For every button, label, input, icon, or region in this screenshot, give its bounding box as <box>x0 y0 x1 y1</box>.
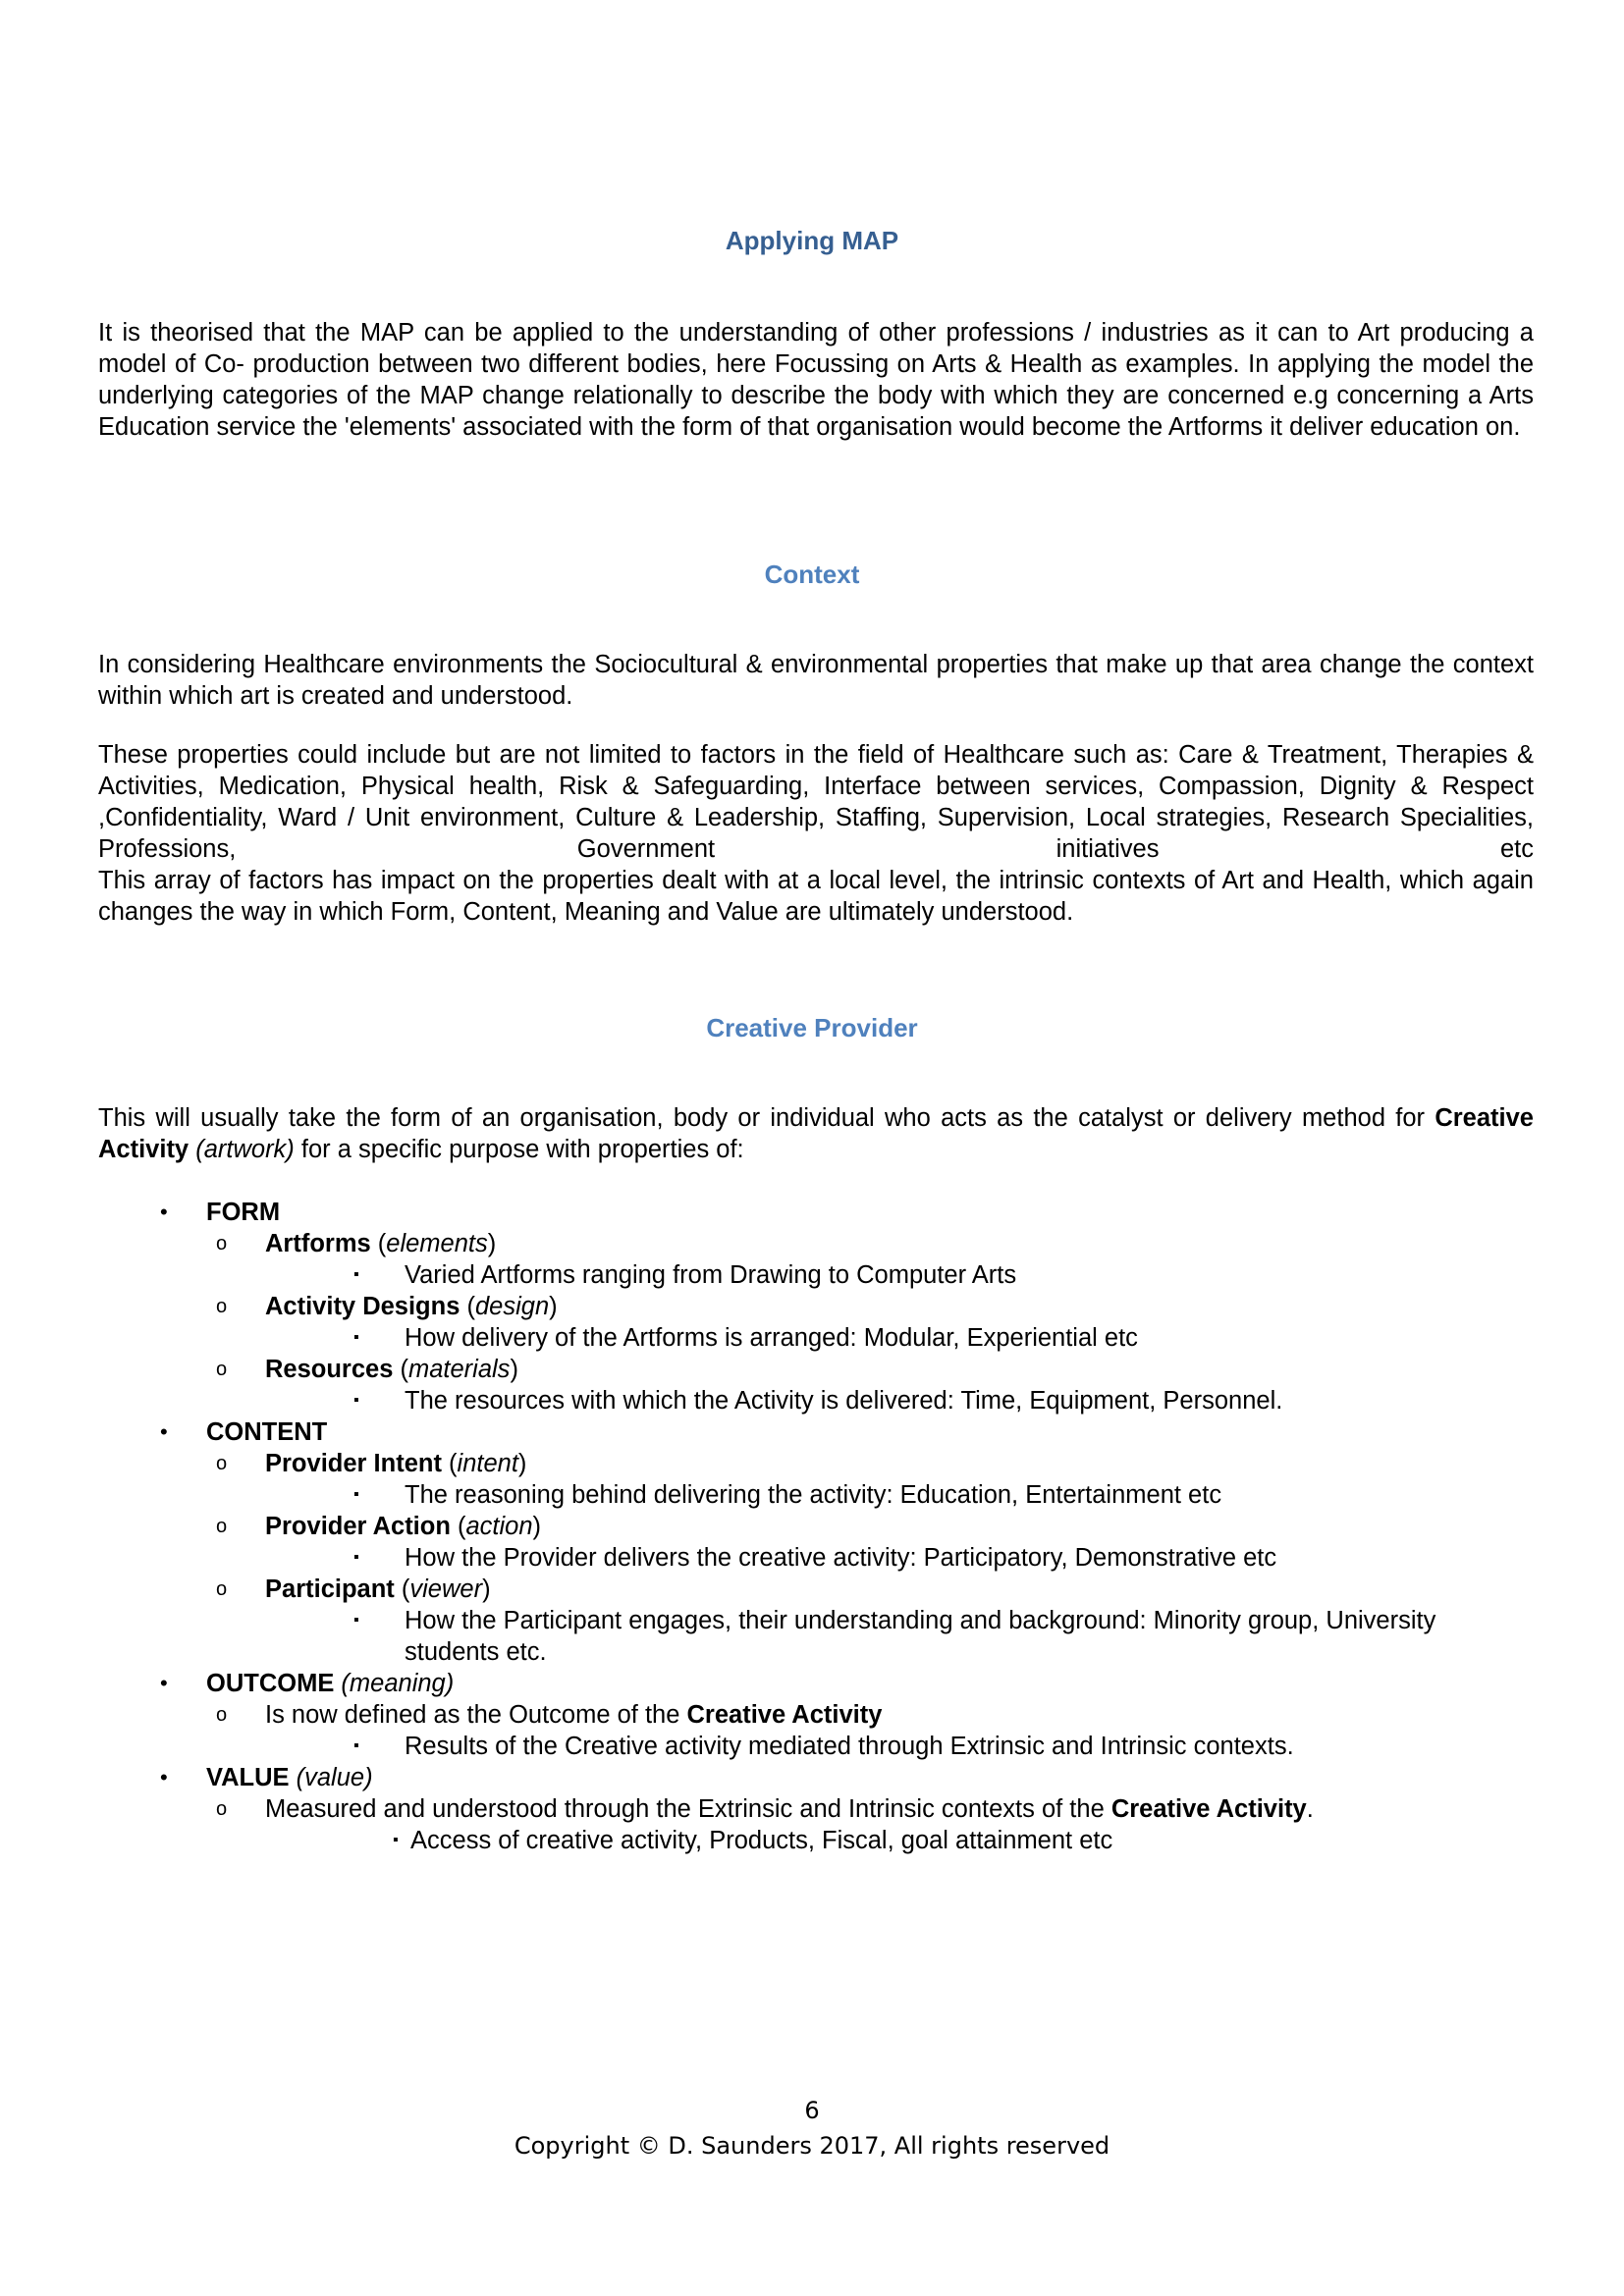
item-term: viewer <box>409 1575 483 1603</box>
list-item-provider-action-detail <box>98 1542 1534 1574</box>
item-label: Activity Designs <box>265 1293 460 1320</box>
paragraph-text: In considering Healthcare environments the Sociocultural & environmental properties that make up that area change the context within which art is created and understood. <box>98 651 1534 710</box>
item-bold: Creative Activity <box>686 1701 883 1729</box>
bullet-square-icon: ▪ <box>353 1486 359 1503</box>
bullet-disc-icon: • <box>160 1765 168 1789</box>
bullet-square-icon: ▪ <box>353 1392 359 1409</box>
bullet-disc-icon: • <box>160 1200 168 1224</box>
list-item-outcome-definition <box>98 1699 1534 1731</box>
applying-map-paragraph <box>98 317 1534 443</box>
bullet-square-icon: ▪ <box>393 1832 399 1848</box>
bullet-disc-icon: • <box>160 1419 168 1444</box>
item-detail: Varied Artforms ranging from Drawing to Computer Arts <box>405 1261 1017 1289</box>
bullet-circle-icon: o <box>216 1578 228 1600</box>
item-label: Participant <box>265 1575 395 1603</box>
heading-applying-map: Applying MAP <box>725 226 899 255</box>
list-item-resources: o Resources (materials) <box>216 1356 518 1383</box>
item-term: intent <box>457 1450 518 1477</box>
item-detail: Access of creative activity, Products, Fiscal, goal attainment etc <box>410 1827 1113 1854</box>
item-detail: How the Provider delivers the creative activity: Participatory, Demonstrative etc <box>405 1544 1277 1572</box>
list-item-artforms-detail <box>98 1259 1534 1291</box>
list-item-resources-detail <box>98 1385 1534 1416</box>
list-item-value-detail <box>98 1825 1534 1856</box>
list-item-activity-designs-detail <box>98 1322 1534 1354</box>
intro-bold: Creative Activity <box>98 1104 1534 1163</box>
bullet-square-icon: ▪ <box>353 1266 359 1283</box>
intro-tail: for a specific purpose with properties of: <box>300 1136 744 1163</box>
item-detail: How the Participant engages, their understanding and background: Minority group, University students etc. <box>405 1607 1436 1666</box>
item-label: Provider Intent <box>265 1450 442 1477</box>
item-term: (value) <box>296 1764 373 1791</box>
paragraph-text <box>98 1102 1534 1165</box>
list-item-form <box>98 1197 1534 1228</box>
bullet-circle-icon: o <box>216 1233 228 1255</box>
bullet-circle-icon: o <box>216 1359 228 1380</box>
intro-text: This will usually take the form of an organisation, body or individual who acts as the catalyst or delivery method for <box>98 1104 1426 1132</box>
item-label: FORM <box>206 1199 281 1226</box>
item-detail: The resources with which the Activity is delivered: Time, Equipment, Personnel. <box>405 1387 1283 1415</box>
copyright-notice: Copyright © D. Saunders 2017, All rights reserved <box>514 2132 1110 2160</box>
paragraph-text: This array of factors has impact on the properties dealt with at a local level, the intrinsic contexts of Art and Health, which again changes the way in which Form, Content, Meaning and Value are ultimately understood. <box>98 867 1534 926</box>
bullet-circle-icon: o <box>216 1296 228 1317</box>
bullet-square-icon: ▪ <box>353 1549 359 1566</box>
list-item-value-definition <box>98 1793 1534 1825</box>
list-item-activity-designs: o Activity Designs (design) <box>216 1293 558 1320</box>
bullet-circle-icon: o <box>216 1453 228 1474</box>
list-item-value <box>98 1762 1534 1793</box>
list-item-provider-intent: o Provider Intent (intent) <box>216 1450 527 1477</box>
context-paragraph-1 <box>98 649 1534 712</box>
properties-list <box>98 1197 1534 1856</box>
bullet-square-icon: ▪ <box>353 1612 359 1629</box>
item-end: . <box>1306 1795 1314 1823</box>
intro-italic: (artwork) <box>195 1136 295 1163</box>
item-text: Measured and understood through the Extrinsic and Intrinsic contexts of the <box>265 1795 1105 1823</box>
page-number: 6 <box>804 2097 820 2124</box>
item-term: action <box>465 1513 533 1540</box>
list-item-provider-action: o Provider Action (action) <box>216 1513 542 1540</box>
creative-provider-intro <box>98 1102 1534 1165</box>
list-item-outcome <box>98 1668 1534 1699</box>
bullet-circle-icon: o <box>216 1798 228 1820</box>
list-item-provider-intent-detail <box>98 1479 1534 1511</box>
list-item-participant: o Participant (viewer) <box>216 1575 491 1603</box>
bullet-circle-icon: o <box>216 1516 228 1537</box>
item-label: CONTENT <box>206 1418 328 1446</box>
item-term: design <box>474 1293 550 1320</box>
item-term: (meaning) <box>341 1670 455 1697</box>
list-item-outcome-detail <box>98 1731 1534 1762</box>
item-label: Resources <box>265 1356 394 1383</box>
item-text: Is now defined as the Outcome of the <box>265 1701 680 1729</box>
item-label: Artforms <box>265 1230 371 1257</box>
item-detail: How delivery of the Artforms is arranged: Modular, Experiential etc <box>405 1324 1138 1352</box>
context-paragraph-2 <box>98 739 1534 928</box>
heading-context: Context <box>764 560 860 589</box>
bullet-circle-icon: o <box>216 1704 228 1726</box>
item-bold: Creative Activity <box>1110 1795 1307 1823</box>
bullet-disc-icon: • <box>160 1671 168 1695</box>
item-label: Provider Action <box>265 1513 451 1540</box>
bullet-square-icon: ▪ <box>353 1737 359 1754</box>
item-label: VALUE <box>206 1764 290 1791</box>
item-detail: Results of the Creative activity mediated through Extrinsic and Intrinsic contexts. <box>405 1733 1294 1760</box>
heading-creative-provider: Creative Provider <box>706 1013 918 1042</box>
paragraph-text: It is theorised that the MAP can be applied to the understanding of other professions / industries as it can to Art producing a model of Co- production between two different bodies, here Focussing on Arts & Health as examples. In applying the model the underlying categories of the MAP change relationally to describe the body with which they are concerned e.g concerning a Arts Education service the 'elements' associated with the form of that organisation would become the Artforms it deliver education on. <box>98 319 1534 441</box>
item-term: elements <box>386 1230 488 1257</box>
item-detail: The reasoning behind delivering the activity: Education, Entertainment etc <box>405 1481 1222 1509</box>
bullet-square-icon: ▪ <box>353 1329 359 1346</box>
list-item-participant-detail <box>98 1605 1534 1668</box>
list-item-artforms: o Artforms (elements) <box>216 1230 497 1257</box>
paragraph-text: These properties could include but are not limited to factors in the field of Healthcare such as: Care & Treatment, Therapies & Activities, Medication, Physical health, Risk & Safeguarding, Interface between services, Compassion, Dignity & Respect ,Confidentiality, Ward / Unit environment, Culture & Leadership, Staffing, Supervision, Local strategies, Research Specialities, Professions, Government initiatives etc <box>98 741 1534 863</box>
item-label: OUTCOME <box>206 1670 335 1697</box>
list-item-content <box>98 1416 1534 1448</box>
item-term: materials <box>407 1356 511 1383</box>
